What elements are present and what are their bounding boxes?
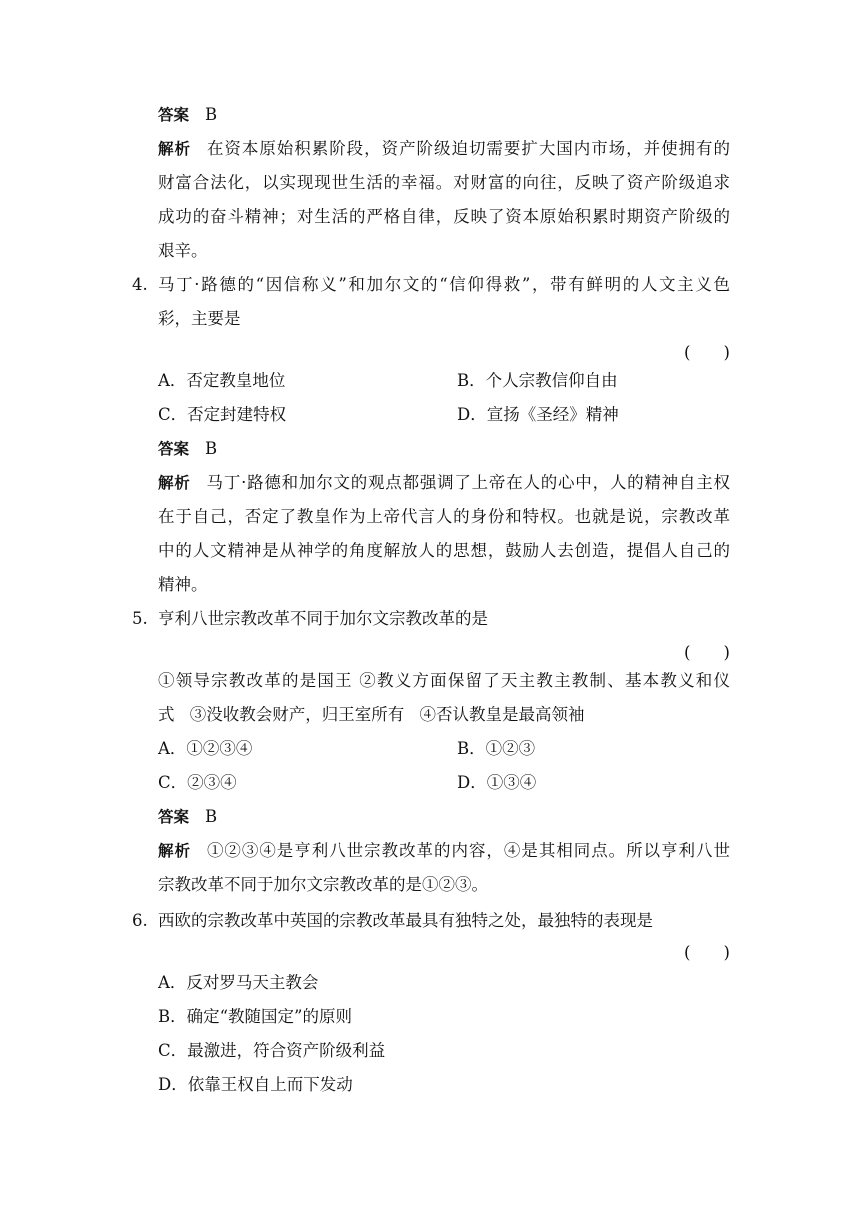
q6-option <box>0 1068 860 1102</box>
q6-answer-blank <box>0 936 860 970</box>
q6-option <box>0 1034 860 1068</box>
option-b: B．确定“教随国定”的原则 <box>158 1007 352 1026</box>
q5-statements: ①领导宗教改革的是国王 ②教义方面保留了天主教主教制、基本教义和仪 <box>158 671 730 690</box>
q5-stem: 5. 亨利八世宗教改革不同于加尔文宗教改革的是 <box>0 602 860 636</box>
q3-analysis-line: 成功的奋斗精神；对生活的严格自律，反映了资本原始积累时期资产阶级的 <box>158 207 730 226</box>
q3-analysis-line: 解析 在资本原始积累阶段，资产阶级迫切需要扩大国内市场，并使拥有的 <box>158 139 730 158</box>
option-b: B．①②③ <box>457 739 536 758</box>
q3-analysis-line: 财富合法化，以实现现世生活的幸福。对财富的向往，反映了资产阶级追求 <box>158 173 730 192</box>
q4-stem: 4. 马丁·路德的“因信称义”和加尔文的“信仰得救”，带有鲜明的人文主义色 <box>0 268 860 302</box>
q5-options-row <box>0 732 860 766</box>
q4-stem: 彩，主要是 <box>158 309 241 328</box>
analysis-label: 解析 <box>158 842 191 860</box>
option-a: A．①②③④ <box>158 739 253 758</box>
answer-parentheses: ( ) <box>684 943 730 962</box>
q5-answer <box>0 800 860 834</box>
option-c: C．最激进，符合资产阶级利益 <box>158 1041 386 1060</box>
q3-answer-value: B <box>205 105 218 124</box>
q3-answer <box>0 98 860 132</box>
answer-parentheses: ( ) <box>684 643 730 662</box>
q4-analysis-line: 中的人文精神是从神学的角度解放人的思想，鼓励人去创造，提倡人自己的 <box>158 541 730 560</box>
q4-analysis-line: 在于自己，否定了教皇作为上帝代言人的身份和特权。也就是说，宗教改革 <box>158 507 730 526</box>
q4-analysis-line: 精神。 <box>158 575 208 594</box>
question-number: 4. <box>132 275 148 294</box>
option-c: C．②③④ <box>158 773 237 792</box>
question-number: 5. <box>132 609 148 628</box>
q6-option <box>0 1000 860 1034</box>
answer-parentheses: ( ) <box>684 343 730 362</box>
option-a: A．否定教皇地位 <box>158 371 286 390</box>
option-d: D．宣扬《圣经》精神 <box>457 405 619 424</box>
q5-options-row <box>0 766 860 800</box>
analysis-label: 解析 <box>158 474 191 492</box>
q4-answer <box>0 432 860 466</box>
q4-options-row <box>0 398 860 432</box>
q5-answer-value: B <box>205 807 218 826</box>
option-b: B．个人宗教信仰自由 <box>457 371 618 390</box>
option-d: D．依靠王权自上而下发动 <box>158 1075 353 1094</box>
q4-options-row <box>0 364 860 398</box>
answer-label: 答案 <box>158 106 190 124</box>
question-number: 6. <box>132 911 148 930</box>
q6-option <box>0 966 860 1000</box>
q6-stem: 6. 西欧的宗教改革中英国的宗教改革最具有独特之处，最独特的表现是 <box>0 904 860 938</box>
answer-label: 答案 <box>158 440 190 458</box>
option-c: C．否定封建特权 <box>158 405 287 424</box>
q4-analysis-line: 解析 马丁·路德和加尔文的观点都强调了上帝在人的心中，人的精神自主权 <box>158 473 730 492</box>
option-d: D．①③④ <box>457 773 537 792</box>
q5-statements: 式 ③没收教会财产，归王室所有 ④否认教皇是最高领袖 <box>158 705 585 724</box>
analysis-label: 解析 <box>158 140 191 158</box>
q3-analysis-line: 艰辛。 <box>158 241 208 260</box>
option-a: A．反对罗马天主教会 <box>158 973 319 992</box>
q4-answer-value: B <box>205 439 218 458</box>
answer-label: 答案 <box>158 808 190 826</box>
q5-analysis-line: 解析 ①②③④是亨利八世宗教改革的内容，④是其相同点。所以亨利八世 <box>158 841 730 860</box>
q5-analysis-line: 宗教改革不同于加尔文宗教改革的是①②③。 <box>158 875 488 894</box>
